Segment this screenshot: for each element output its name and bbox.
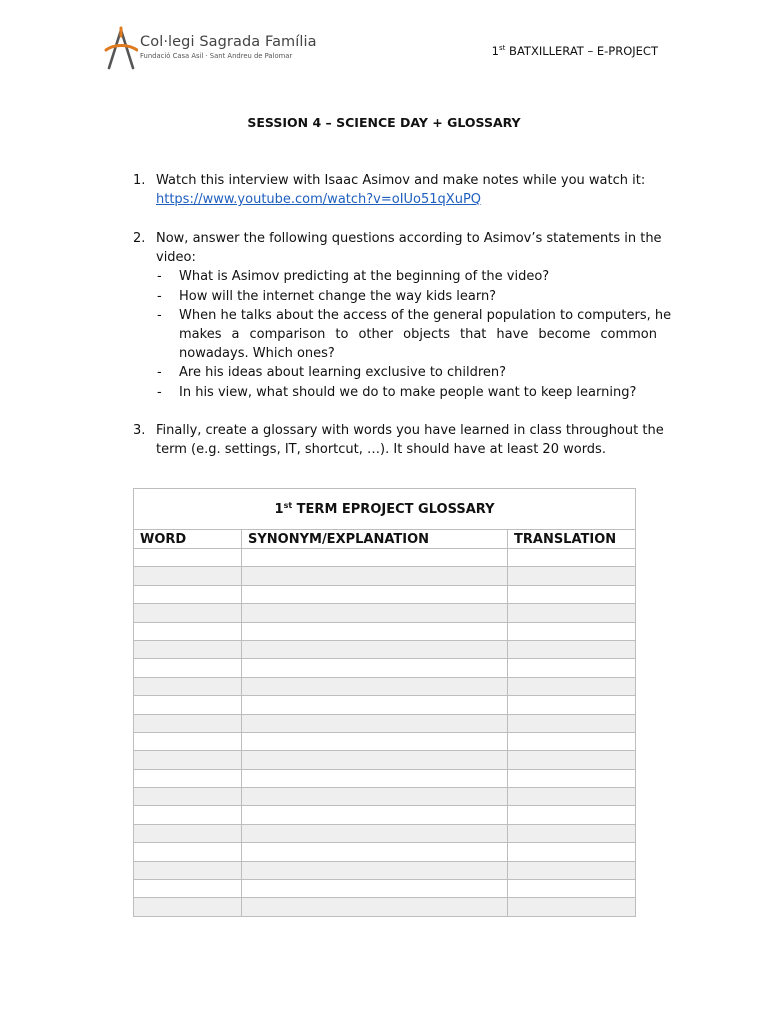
word-cell[interactable] [134,604,242,622]
question-text: When he talks about the access of the general population to computers, he [179,308,672,323]
translation-cell[interactable] [508,567,636,585]
glossary-title-rest: TERM EPROJECT GLOSSARY [292,502,495,517]
course-label [492,44,658,58]
glossary-row [134,751,636,769]
translation-cell[interactable] [508,788,636,806]
glossary-row [134,549,636,567]
translation-cell[interactable] [508,769,636,787]
translation-cell[interactable] [508,898,636,916]
glossary-row [134,806,636,824]
synonym-cell[interactable] [242,788,508,806]
glossary-title-suffix: st [283,501,293,510]
school-name: Col·legi Sagrada Família [140,34,317,50]
item-number: 3. [133,423,146,438]
word-cell[interactable] [134,677,242,695]
question-text: makes a comparison to other objects that have become common [179,327,657,342]
word-cell[interactable] [134,880,242,898]
synonym-cell[interactable] [242,677,508,695]
synonym-cell[interactable] [242,714,508,732]
glossary-row [134,567,636,585]
question-text: Are his ideas about learning exclusive to children? [179,365,507,380]
video-link[interactable]: https://www.youtube.com/watch?v=oIUo51qXuPQ [156,192,482,207]
word-cell[interactable] [134,696,242,714]
synonym-cell[interactable] [242,622,508,640]
glossary-row [134,843,636,861]
synonym-cell[interactable] [242,861,508,879]
glossary-row [134,659,636,677]
course-suffix: st [499,44,506,52]
translation-cell[interactable] [508,806,636,824]
glossary-row [134,604,636,622]
word-cell[interactable] [134,585,242,603]
glossary-row [134,861,636,879]
translation-cell[interactable] [508,861,636,879]
synonym-cell[interactable] [242,751,508,769]
translation-cell[interactable] [508,751,636,769]
synonym-cell[interactable] [242,769,508,787]
school-logo [104,26,324,72]
translation-cell[interactable] [508,714,636,732]
school-logo-mark-icon [104,26,138,70]
glossary-row [134,898,636,916]
question-text: nowadays. Which ones? [179,346,335,361]
synonym-cell[interactable] [242,898,508,916]
question-dash: - [157,385,162,400]
translation-cell[interactable] [508,880,636,898]
item-text-line: Watch this interview with Isaac Asimov and make notes while you watch it: [156,173,646,188]
word-cell[interactable] [134,751,242,769]
item-text-line: Finally, create a glossary with words you have learned in class throughout the [156,423,664,438]
synonym-cell[interactable] [242,604,508,622]
word-cell[interactable] [134,714,242,732]
question-text: What is Asimov predicting at the beginning of the video? [179,269,550,284]
word-cell[interactable] [134,659,242,677]
translation-cell[interactable] [508,659,636,677]
glossary-title [134,489,636,530]
glossary-header-row [134,530,636,549]
question-text: In his view, what should we do to make people want to keep learning? [179,385,637,400]
word-cell[interactable] [134,861,242,879]
word-cell[interactable] [134,640,242,658]
item-number: 1. [133,173,146,188]
glossary-body [134,549,636,917]
glossary-row [134,622,636,640]
word-cell[interactable] [134,824,242,842]
synonym-cell[interactable] [242,659,508,677]
word-cell[interactable] [134,806,242,824]
synonym-cell[interactable] [242,696,508,714]
item-text-line: term (e.g. settings, IT, shortcut, …). It should have at least 20 words. [156,442,606,457]
translation-cell[interactable] [508,732,636,750]
translation-cell[interactable] [508,696,636,714]
glossary-row [134,824,636,842]
translation-cell[interactable] [508,622,636,640]
school-subtitle: Fundació Casa Asil · Sant Andreu de Palomar [140,52,293,60]
column-header-word: WORD [134,530,242,549]
translation-cell[interactable] [508,843,636,861]
glossary-row [134,788,636,806]
word-cell[interactable] [134,622,242,640]
course-rest: BATXILLERAT – E-PROJECT [505,44,658,58]
question-dash: - [157,365,162,380]
item-text-line: video: [156,250,196,265]
question-dash: - [157,289,162,304]
glossary-row [134,677,636,695]
glossary-row [134,769,636,787]
question-dash: - [157,269,162,284]
translation-cell[interactable] [508,549,636,567]
page-title: SESSION 4 – SCIENCE DAY + GLOSSARY [247,115,521,130]
glossary-row [134,696,636,714]
word-cell[interactable] [134,549,242,567]
glossary-row [134,732,636,750]
translation-cell[interactable] [508,604,636,622]
glossary-row [134,880,636,898]
column-header-translation: TRANSLATION [508,530,636,549]
item-number: 2. [133,231,146,246]
glossary-row [134,585,636,603]
question-dash: - [157,308,162,323]
word-cell[interactable] [134,732,242,750]
glossary-title-ordinal: 1 [274,502,284,517]
course-ordinal: 1 [491,44,499,58]
column-header-synonym: SYNONYM/EXPLANATION [242,530,508,549]
word-cell[interactable] [134,769,242,787]
synonym-cell[interactable] [242,585,508,603]
translation-cell[interactable] [508,585,636,603]
word-cell[interactable] [134,898,242,916]
question-text: How will the internet change the way kids learn? [179,289,497,304]
translation-cell[interactable] [508,677,636,695]
translation-cell[interactable] [508,824,636,842]
synonym-cell[interactable] [242,843,508,861]
glossary-row [134,714,636,732]
word-cell[interactable] [134,567,242,585]
glossary-table [133,488,636,917]
word-cell[interactable] [134,843,242,861]
synonym-cell[interactable] [242,549,508,567]
synonym-cell[interactable] [242,567,508,585]
synonym-cell[interactable] [242,640,508,658]
synonym-cell[interactable] [242,880,508,898]
item-text-line: Now, answer the following questions according to Asimov’s statements in the [156,231,662,246]
glossary-row [134,640,636,658]
synonym-cell[interactable] [242,732,508,750]
synonym-cell[interactable] [242,824,508,842]
synonym-cell[interactable] [242,806,508,824]
translation-cell[interactable] [508,640,636,658]
word-cell[interactable] [134,788,242,806]
